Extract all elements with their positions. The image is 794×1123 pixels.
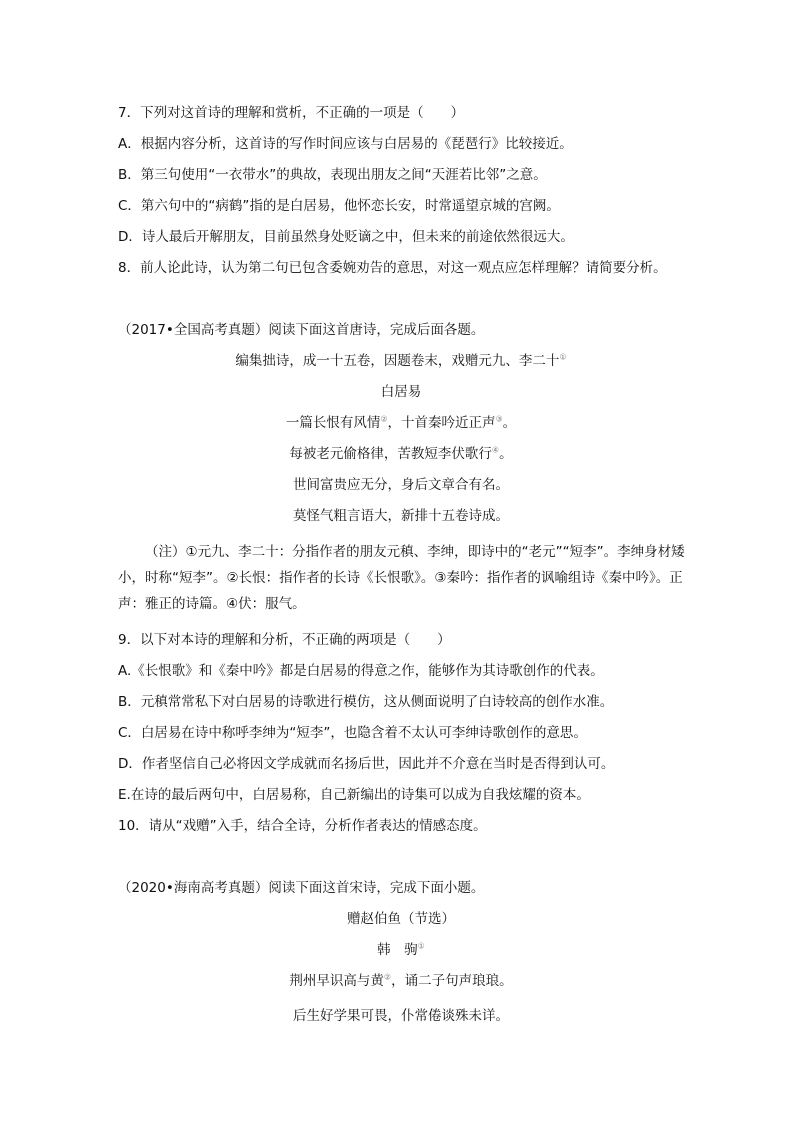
section-3-intro: （2020•海南高考真题）阅读下面这首宋诗，完成下面小题。 bbox=[118, 880, 485, 896]
footnote-marker: ④ bbox=[491, 445, 500, 455]
footnote-marker: ③ bbox=[495, 414, 503, 424]
question-10: 10．请从“戏赠”入手，结合全诗，分析作者表达的情感态度。 bbox=[118, 818, 487, 834]
poem-2-line-2: 后生好学果可畏，仆常倦谈殊未详。 bbox=[293, 1008, 509, 1024]
poem-1-title-text: 编集拙诗，成一十五卷，因题卷末，戏赠元九、李二十 bbox=[235, 353, 560, 369]
poem-1-line-2 bbox=[118, 444, 684, 464]
footnote-marker: ① bbox=[417, 941, 425, 951]
question-7-option-b: B．第三句使用“一衣带水”的典故，表现出朋友之间“天涯若比邻”之意。 bbox=[118, 167, 547, 183]
question-9-option-b: B．元稹常常私下对白居易的诗歌进行模仿，这从侧面说明了白诗较高的创作水准。 bbox=[118, 694, 614, 710]
footnote-marker: ② bbox=[380, 414, 388, 424]
question-7-option-d: D．诗人最后开解朋友，目前虽然身处贬谪之中，但未来的前途依然很远大。 bbox=[118, 229, 574, 245]
question-9: 9．以下对本诗的理解和分析，不正确的两项是（ ） bbox=[118, 632, 451, 648]
poem-1-line-3: 世间富贵应无分，身后文章合有名。 bbox=[293, 477, 509, 493]
poem-1-line-1-part-c: 。 bbox=[502, 415, 517, 431]
question-9-option-c: C．白居易在诗中称呼李绅为“短李”，也隐含着不太认可李绅诗歌创作的意思。 bbox=[118, 725, 587, 741]
poem-1-annotation: （注）①元九、李二十：分指作者的朋友元稹、李绅，即诗中的“老元”“短李”。李绅身材矮小，时称“短李”。②长恨：指作者的长诗《长恨歌》。③秦吟：指作者的讽喻组诗《秦中吟》。正声：雅正的诗篇。④伏：服气。 bbox=[118, 544, 685, 612]
poem-1-author: 白居易 bbox=[380, 384, 422, 400]
poem-1-line-1 bbox=[118, 413, 684, 433]
poem-2-line-1 bbox=[118, 971, 684, 991]
poem-1-line-1-part-a: 一篇长恨有风情 bbox=[285, 415, 381, 431]
question-7: 7．下列对这首诗的理解和赏析，不正确的一项是（ ） bbox=[118, 105, 465, 121]
poem-2-author bbox=[118, 940, 684, 960]
question-9-option-e: E.在诗的最后两句中，白居易称，自己新编出的诗集可以成为自我炫耀的资本。 bbox=[118, 787, 590, 803]
poem-1-line-2-part-b: 。 bbox=[499, 446, 513, 462]
section-2-intro: （2017•全国高考真题）阅读下面这首唐诗，完成后面各题。 bbox=[118, 322, 485, 338]
poem-2-title: 赠赵伯鱼（节选） bbox=[347, 911, 455, 927]
footnote-marker: ① bbox=[559, 352, 567, 362]
footnote-marker: ② bbox=[383, 972, 392, 982]
question-9-option-d: D．作者坚信自己必将因文学成就而名扬后世，因此并不介意在当时是否得到认可。 bbox=[118, 756, 615, 772]
question-9-option-a: A.《长恨歌》和《秦中吟》都是白居易的得意之作，能够作为其诗歌创作的代表。 bbox=[118, 663, 604, 679]
poem-2-line-1-part-b: ，诵二子句声琅琅。 bbox=[391, 973, 513, 989]
question-7-option-c: C．第六句中的“病鹤”指的是白居易，他怀恋长安，时常遥望京城的宫阙。 bbox=[118, 198, 560, 214]
poem-1-line-4: 莫怪气粗言语大，新排十五卷诗成。 bbox=[293, 508, 509, 524]
question-7-option-a: A．根据内容分析，这首诗的写作时间应该与白居易的《琵琶行》比较接近。 bbox=[118, 136, 573, 152]
poem-2-line-1-part-a: 荆州早识高与黄 bbox=[289, 973, 384, 989]
poem-1-title bbox=[118, 351, 684, 371]
poem-2-author-name: 韩 驹 bbox=[377, 942, 418, 958]
poem-1-line-2-part-a: 每被老元偷格律，苦教短李伏歌行 bbox=[289, 446, 492, 462]
question-8: 8．前人论此诗，认为第二句已包含委婉劝告的意思，对这一观点应怎样理解？请简要分析。 bbox=[118, 260, 667, 276]
poem-1-line-1-part-b: ，十首秦吟近正声 bbox=[387, 415, 496, 431]
